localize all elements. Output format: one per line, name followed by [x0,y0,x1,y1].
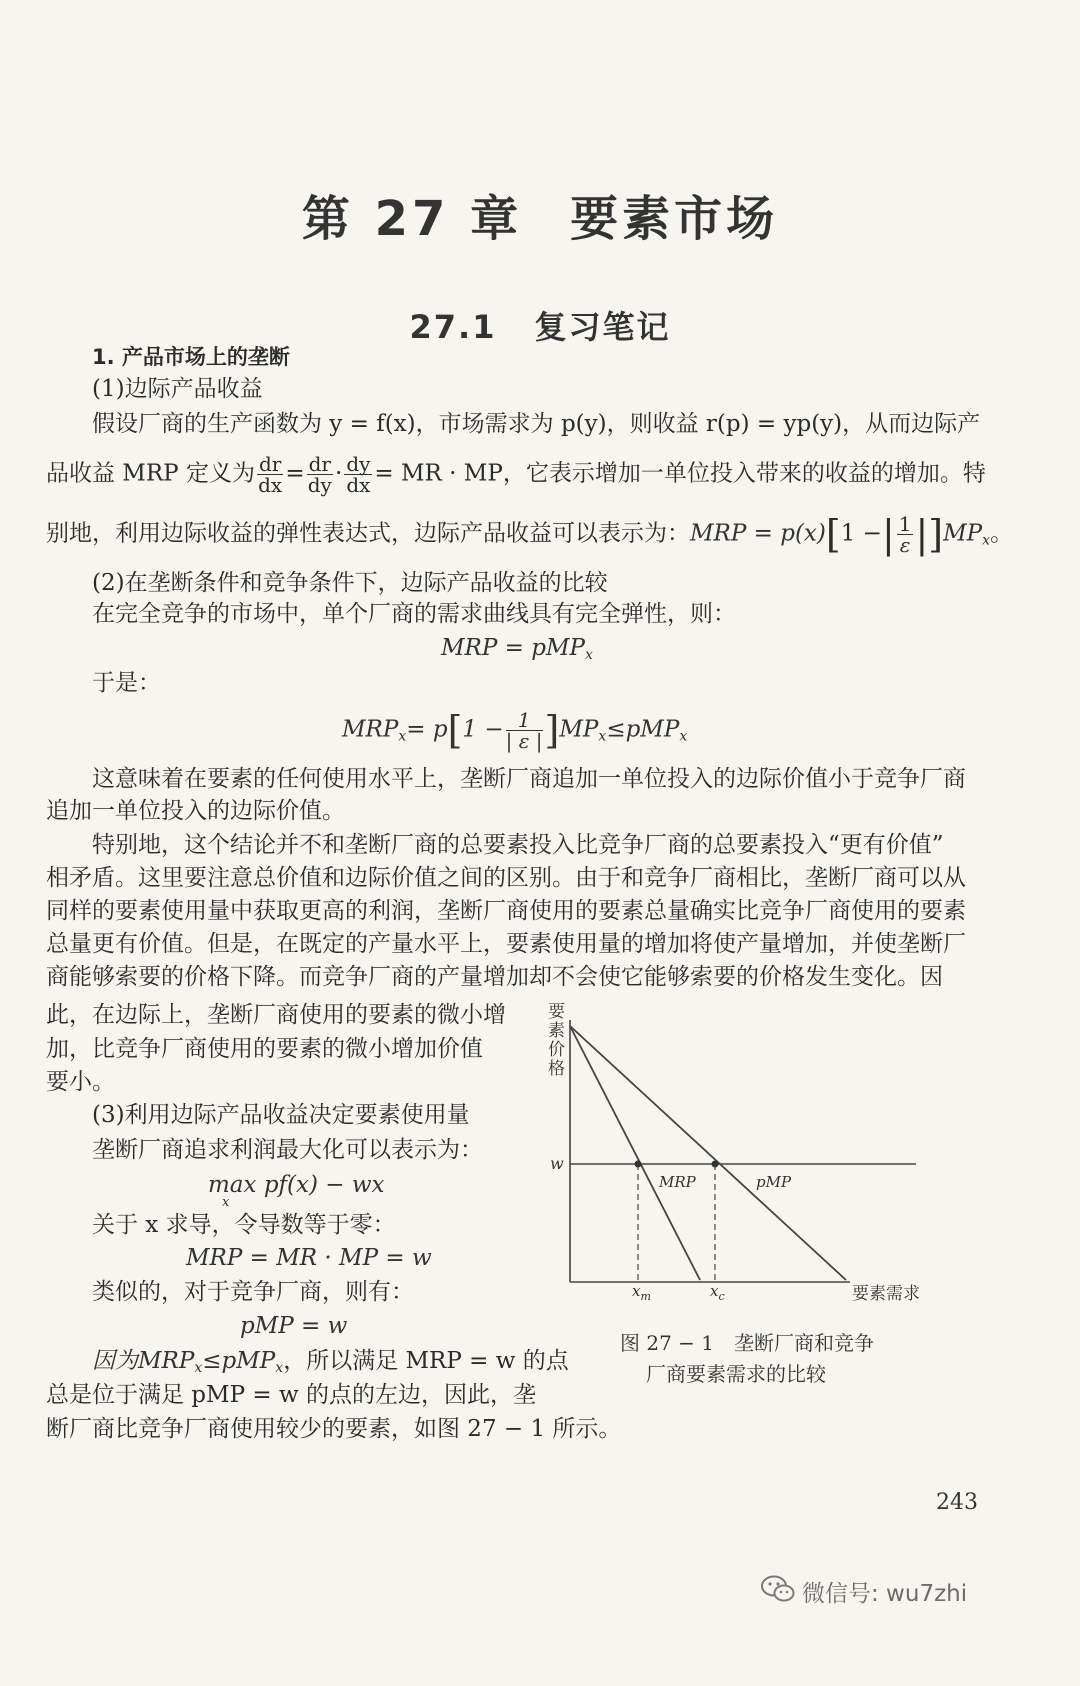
y-axis-label [548,1002,565,1079]
y-axis-label-char: 素 [548,1021,565,1041]
xc-label-sub: c [718,1290,725,1303]
fraction-denominator: ε [899,533,911,557]
pmp-equilibrium-point [712,1161,719,1168]
xm-label-sub: m [640,1290,651,1303]
xc-label-main: x [710,1282,719,1300]
chapter-number: 第 27 章 [301,191,523,247]
paragraph-line-conclusion [92,1346,569,1383]
paragraph-line: 相矛盾。这里要注意总价值和边际价值之间的区别。由于和竞争厂商相比，垄断厂商可以从 [46,865,966,891]
text-run: 别地，利用边际收益的弹性表达式，边际产品收益可以表示为： [46,520,690,547]
bracket-open: [ [825,512,841,557]
chapter-name: 要素市场 [570,191,779,247]
equation-pmp-w: pMP = w [240,1313,348,1339]
paragraph-line: 同样的要素使用量中获取更高的利润，垄断厂商使用的要素总量确实比竞争厂商使用的要素 [46,898,966,924]
paragraph-line: 商能够索要的价格下降。而竞争厂商的产量增加却不会使它能够索要的价格发生变化。因 [46,964,943,990]
paragraph-line: 在完全竞争的市场中，单个厂商的需求曲线具有完全弹性，则： [92,601,736,627]
formula-mp: MP [943,520,983,547]
mrp-curve-label: MRP [659,1173,696,1191]
equation-text: pf(x) − wx [263,1172,385,1198]
paragraph-line: 这意味着在要素的任何使用水平上，垄断厂商追加一单位投入的边际价值小于竞争厂商 [92,766,966,792]
equation-text: ≤pMP [606,716,680,743]
text-run: ≤pMP [202,1348,276,1374]
bracket-close: ] [544,708,560,753]
pmp-curve [570,1026,846,1280]
paragraph-line: 追加一单位投入的边际价值。 [46,798,345,824]
paragraph-line: 假设厂商的生产函数为 y = f(x)，市场需求为 p(y)，则收益 r(p) = yp(y)，从而边际产 [92,411,981,437]
formula-text: 1 − [840,520,882,547]
subscript: x [275,1360,284,1376]
fraction-numerator: 1 [506,710,543,731]
paragraph-line: 加，比竞争厂商使用的要素的微小增加价值 [46,1036,483,1062]
equation-profit-max [208,1170,385,1210]
figure-factor-demand [540,1000,940,1310]
text-run: ，所以满足 MRP = w 的点 [283,1348,569,1374]
fraction-numerator: dr [308,452,331,476]
text-run: 品收益 MRP 定义为 [46,460,255,487]
fraction-one-over-abs-epsilon [506,710,543,751]
figure-caption-line2: 厂商要素需求的比较 [646,1362,826,1386]
paragraph-line: 要小。 [46,1069,115,1095]
equation-text: MRP [342,716,399,743]
subscript: x [679,728,688,745]
paragraph-line-mrp-definition: 品收益 MRP 定义为 $\frac{dr}{dx}$ = $\frac{dr}{dy}$ · $\frac{dy}{dx}$ = MR · MP，它表示增加一单位投入带来的收益的增加。特 [46,452,986,497]
equation-mrp-w: MRP = MR · MP = w [186,1245,432,1271]
wechat-watermark: 微信号: wu7zhi [802,1581,968,1607]
fraction-denominator: dy [307,473,332,497]
fraction-dr-dx [257,454,283,495]
fraction-dr-dy [307,454,333,495]
bracket-open: [ [447,708,463,753]
fraction-numerator: dr [258,452,282,476]
subheading-comparison: (2)在垄断条件和竞争条件下，边际产品收益的比较 [92,570,608,596]
paragraph-line: 类似的，对于竞争厂商，则有： [92,1279,414,1305]
fraction-numerator: 1 [898,512,912,536]
paragraph-line: 总量更有价值。但是，在既定的产量水平上，要素使用量的增加将使产量增加，并使垄断厂 [46,931,966,957]
equation-text: MP [559,716,599,743]
punctuation: 。 [990,520,1014,547]
x-axis-label: 要素需求 [852,1284,920,1304]
paragraph-line: 断厂商比竞争厂商使用较少的要素，如图 27 − 1 所示。 [46,1416,622,1442]
paragraph-line-mrp-elasticity [46,514,1013,556]
xm-label-main: x [632,1282,641,1300]
mrp-curve [570,1026,700,1280]
equation-text: MRP = pMP [441,635,585,661]
paragraph-line: 总是位于满足 pMP = w 的点的左边，因此，垄 [46,1382,536,1408]
fraction-denominator: dx [258,473,283,497]
w-label: w [550,1154,564,1173]
paragraph-line: 关于 x 求导，令导数等于零： [92,1212,396,1238]
abs-bar: | [881,512,895,557]
y-axis-label-char: 价 [548,1040,565,1060]
text-run: = MR · MP，它表示增加一单位投入带来的收益的增加。特 [374,460,986,487]
pmp-curve-label: pMP [756,1173,792,1191]
paragraph-line: 此，在边际上，垄断厂商使用的要素的微小增 [46,1002,506,1028]
mrp-equilibrium-point [635,1161,642,1168]
paragraph-line: 垄断厂商追求利润最大化可以表示为： [92,1137,483,1163]
paragraph-line: 于是： [92,670,161,696]
xc-label [710,1282,725,1303]
fraction-dy-dx [344,454,372,495]
figure-caption-line1: 图 27 − 1 垄断厂商和竞争 [620,1331,875,1355]
paragraph-line: 特别地，这个结论并不和垄断厂商的总要素投入比竞争厂商的总要素投入“更有价值” [92,832,944,858]
page-number: 243 [936,1490,978,1515]
y-axis-label-char: 要 [548,1002,565,1022]
equation-text: = p [406,716,448,743]
equation-mrp-pmp [441,633,593,670]
section-name: 复习笔记 [534,308,671,346]
equation-mrp-inequality [342,710,687,752]
fraction-denominator: | ε | [505,729,543,753]
chapter-title [0,180,1080,249]
bracket-close: ] [928,512,944,557]
wechat-icon [760,1574,796,1604]
max-text: max [208,1172,257,1198]
fraction-numerator: dy [346,452,371,476]
max-operator [208,1170,257,1210]
fraction-denominator: dx [346,473,371,497]
xm-label [632,1282,651,1303]
y-axis-label-char: 格 [548,1059,565,1079]
subscript: x [194,1360,203,1376]
subscript: x [585,647,593,663]
heading-product-market-monopoly: 1. 产品市场上的垄断 [92,345,290,369]
subheading-marginal-revenue-product: (1)边际产品收益 [92,376,263,402]
abs-bar: | [915,512,929,557]
subscript: x [982,532,991,549]
text-run: 因为MRP [92,1348,195,1374]
fraction-one-over-epsilon [897,514,914,555]
equation-text: 1 − [462,716,504,743]
section-number: 27.1 [409,308,497,346]
subheading-determine-factor-use: (3)利用边际产品收益决定要素使用量 [92,1102,470,1128]
subscript: x [398,728,407,745]
formula-mrp: MRP = p(x) [690,520,826,547]
max-subscript: x [222,1195,230,1210]
subscript: x [598,728,607,745]
